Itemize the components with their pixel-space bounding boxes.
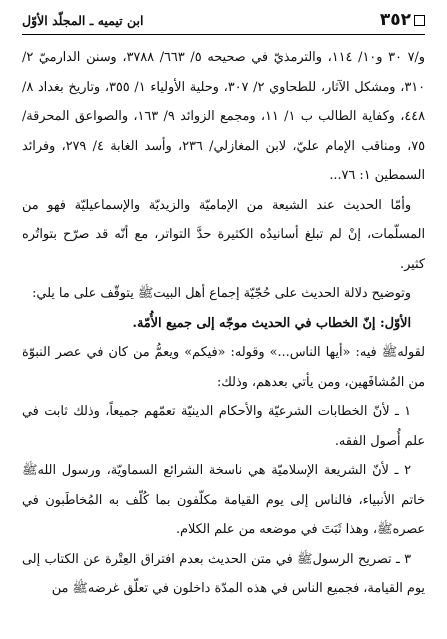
numbered-point: ١ ـ لأنّ الخطابات الشرعيّة والأحكام الدينيّة تعمّهم جميعاً، وذلك ثابت في علم أُصول الفقه. [22,404,425,449]
page-number: ٣٥٢ [379,10,411,30]
running-title: ابن تيميه ـ المجلّد الأوّل [22,12,144,28]
numbered-point: ٢ ـ لأنّ الشريعة الإسلاميّة هي ناسخة الشرائع السماويّة، ورسول اللهﷺ خاتم الأنبياء، فالناس إلى يوم القيامة مكلّفون بما كُلّف به المُخاطَبون في عصرهﷺ، وهذا ثَبَتَ في موضعه من علم الكلام. [22,463,425,537]
section-heading: الأوّل: إنّ الخطاب في الحديث موجّه إلى جميع الأُمّة. [132,315,411,331]
square-marker-icon [414,15,425,26]
page-body [22,43,425,604]
paragraph: وتوضيح دلالة الحديث على حُجّيّة إجماع أهل البيتﷺ يتوقّف على ما يلي: [32,286,411,301]
numbered-point: ٣ ـ تصريح الرسولﷺ في متن الحديث بعدم افتراق العِتْرة عن الكتاب إلى يوم القيامة، فجميع الناس في هذه المدّة داخلون في تعلّق غرضهﷺ من [22,551,425,596]
footnote-continuation: و/٧ ٣٠ و١٠/ ١١٤، والترمذيّ في صحيحه ٥/ ٦٦٣/ ٣٧٨٨، وسنن الدارميّ ٢/ ٣١٠، ومشكل الآثار، للطحاوي ٢/ ٣٠٧، وحلية الأولياء ١/ ٣٥٥، وتاريخ بغداد ٨/ ٤٤٨، وكفاية الطالب ب ١/ ١١، ومجمع الزوائد ٩/ ١٦٣، والصواعق المحرقة/ ٧٥، ومناقب الإمام عليّ، لابن المغازلي/ ٢٣٦، وأسد الغابة ٤/ ٢٧٩، وفرائد السمطين ١: ٧٦... [22,50,426,183]
paragraph: وأمّا الحديث عند الشيعة من الإماميّة والزيديّة والإسماعيليّة فهو من المسلّمات، إنْ لم تبلغ أسانيدُه الكثيرة حدَّ التواتر، مع أنّه قد صرّح بتواتُره كثير. [22,197,425,272]
page-header [22,6,425,35]
paragraph: لقولهﷺ فيه: «أيها الناس...» وقوله: «فيكم» ويعمُّ من كان في عصر النبوّة من المُشافَهين، ومن يأتي بعدهم، وذلك: [22,345,425,390]
page-number-block [380,10,425,30]
